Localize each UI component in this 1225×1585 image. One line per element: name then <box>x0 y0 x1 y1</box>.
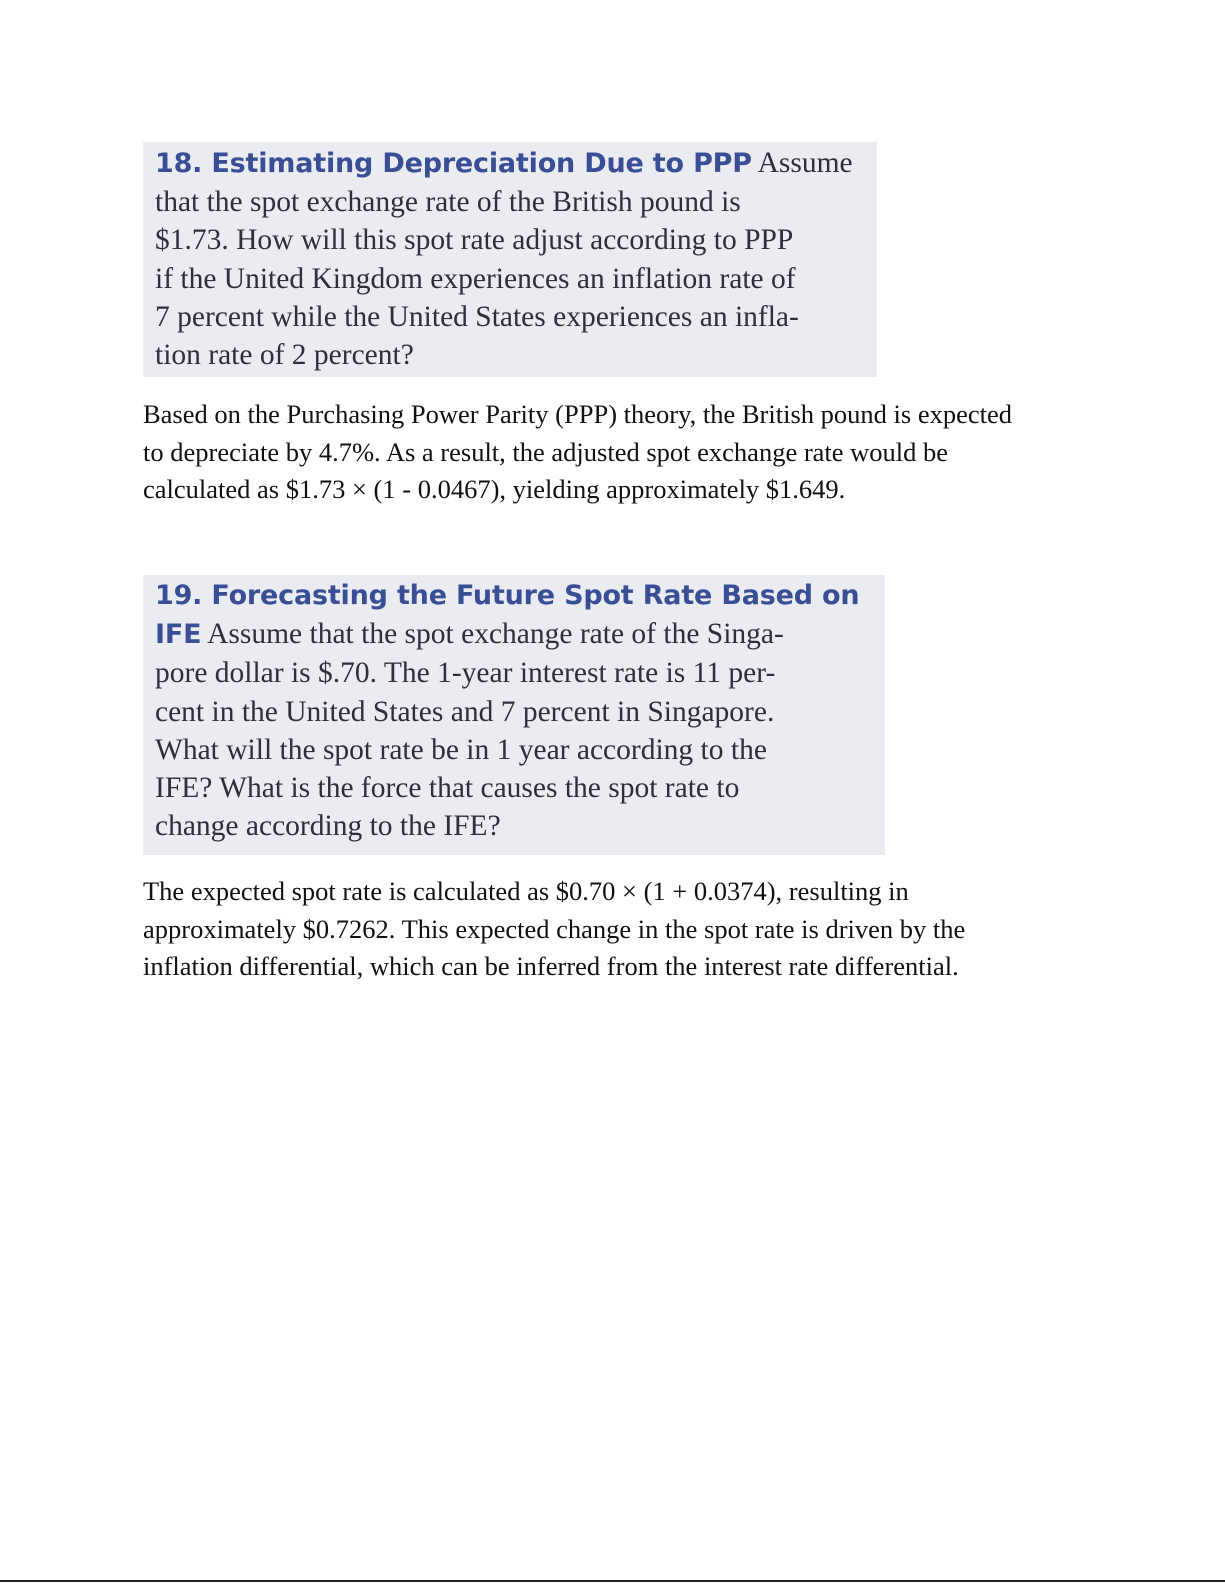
question-18-line-5: 7 percent while the United States experiences an infla- <box>155 300 799 333</box>
question-19-heading: 19. Forecasting the Future Spot Rate Based on <box>155 580 860 611</box>
answer-18-line-3: calculated as $1.73 × (1 - 0.0467), yielding approximately $1.649. <box>143 474 846 504</box>
answer-19-line-2: approximately $0.7262. This expected change in the spot rate is driven by the <box>143 913 966 944</box>
question-18-heading: 18. Estimating Depreciation Due to PPP <box>155 148 752 179</box>
question-19-line-1 <box>155 615 873 654</box>
question-18-box <box>143 142 877 377</box>
question-19-box <box>143 575 885 855</box>
question-19-text: Assume that the spot exchange rate of the Singa- <box>201 618 784 651</box>
answer-19 <box>143 873 1083 986</box>
answer-18-line-2: to depreciate by 4.7%. As a result, the adjusted spot exchange rate would be <box>143 436 949 467</box>
answer-18-line-1: Based on the Purchasing Power Parity (PPP) theory, the British pound is expected <box>143 399 1012 429</box>
question-19-line-4: What will the spot rate be in 1 year according to the <box>155 733 767 766</box>
question-18-line-6: tion rate of 2 percent? <box>155 339 414 372</box>
question-19-line-5: IFE? What is the force that causes the spot rate to <box>155 772 740 805</box>
page-bottom-rule <box>0 1580 1225 1582</box>
question-18-text: Assume <box>751 147 853 179</box>
question-19-line-2: pore dollar is $.70. The 1-year interest rate is 11 per- <box>155 657 776 690</box>
answer-18 <box>143 396 1083 509</box>
question-18-line-3: $1.73. How will this spot rate adjust according to PPP <box>155 224 794 257</box>
question-19-line-3: cent in the United States and 7 percent in Singapore. <box>155 695 775 728</box>
question-18-line-2: that the spot exchange rate of the British pound is <box>155 186 741 219</box>
question-18-line-4: if the United Kingdom experiences an inflation rate of <box>155 262 796 295</box>
question-19-line-6: change according to the IFE? <box>155 810 501 843</box>
answer-19-line-1: The expected spot rate is calculated as $0.70 × (1 + 0.0374), resulting in <box>143 876 909 906</box>
question-18-line-1 <box>155 144 865 183</box>
question-19-heading-cont: IFE <box>155 619 202 651</box>
answer-19-line-3: inflation differential, which can be inferred from the interest rate differential. <box>143 951 959 981</box>
